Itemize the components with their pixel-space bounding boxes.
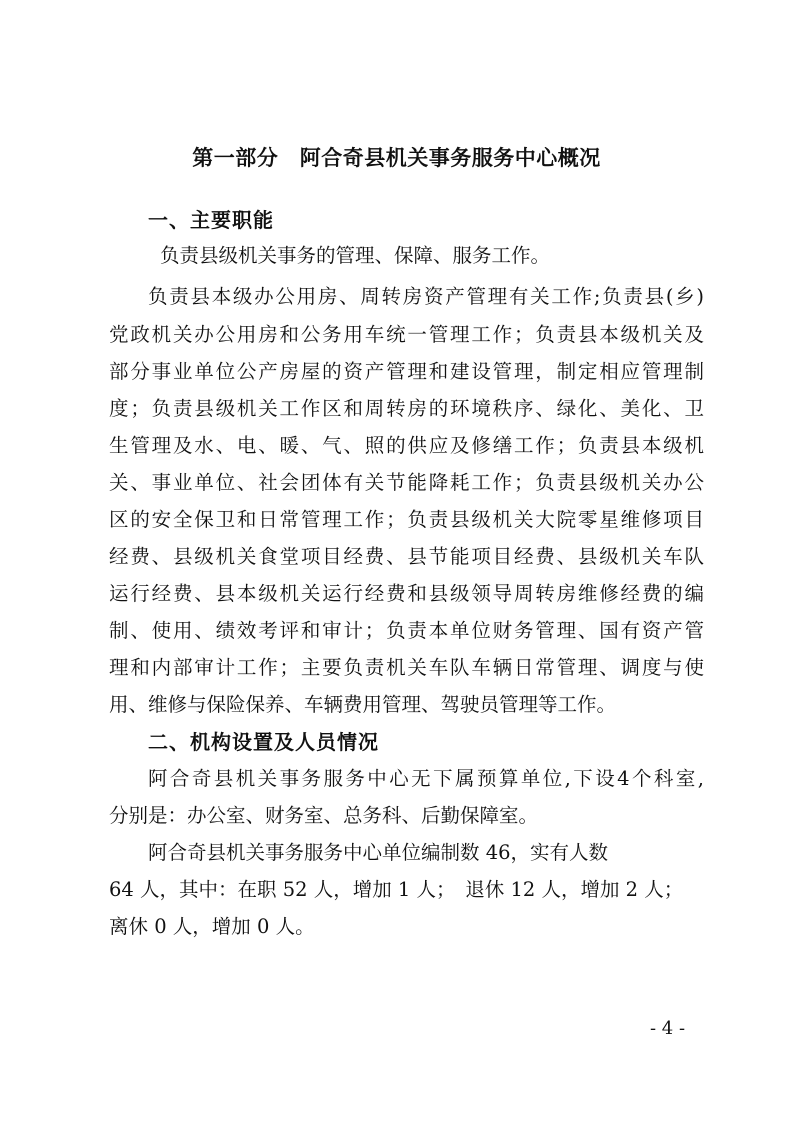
paragraph-line: 负责县本级办公用房、周转房资产管理有关工作;负责县(乡) [148,285,704,308]
section-heading-main-functions: 一、主要职能 [148,208,274,232]
document-title: 第一部分 阿合奇县机关事务服务中心概况 [192,146,601,170]
paragraph-line: 运行经费、县本级机关运行经费和县级领导周转房维修经费的编 [109,582,704,605]
paragraph-line: 分别是：办公室、财务室、总务科、后勤保障室。 [109,804,539,827]
paragraph-line: 64 人，其中：在职 52 人，增加 1 人； 退休 12 人，增加 2 人； [109,878,684,901]
paragraph-line: 经费、县级机关食堂项目经费、县节能项目经费、县级机关车队 [109,545,704,568]
paragraph-line: 阿合奇县机关事务服务中心无下属预算单位,下设4个科室, [148,767,704,790]
paragraph-line: 阿合奇县机关事务服务中心单位编制数 46，实有人数 [148,841,609,864]
paragraph-line: 度；负责县级机关工作区和周转房的环境秩序、绿化、美化、卫 [109,397,704,420]
paragraph-line: 负责县级机关事务的管理、保障、服务工作。 [160,244,551,267]
page-number: - 4 - [650,1018,686,1039]
paragraph-line: 党政机关办公用房和公务用车统一管理工作；负责县本级机关及 [109,323,704,346]
paragraph-line: 理和内部审计工作；主要负责机关车队车辆日常管理、调度与使 [109,656,704,679]
paragraph-line: 关、事业单位、社会团体有关节能降耗工作；负责县级机关办公 [109,471,704,494]
paragraph-line: 制、使用、绩效考评和审计；负责本单位财务管理、国有资产管 [109,619,704,642]
paragraph-line: 部分事业单位公产房屋的资产管理和建设管理，制定相应管理制 [109,360,704,383]
paragraph-line: 用、维修与保险保养、车辆费用管理、驾驶员管理等工作。 [109,693,617,716]
paragraph-line: 生管理及水、电、暖、气、照的供应及修缮工作；负责县本级机 [109,434,704,457]
section-heading-organization: 二、机构设置及人员情况 [148,730,379,754]
paragraph-line: 区的安全保卫和日常管理工作；负责县级机关大院零星维修项目 [109,508,704,531]
paragraph-line: 离休 0 人，增加 0 人。 [109,915,315,938]
